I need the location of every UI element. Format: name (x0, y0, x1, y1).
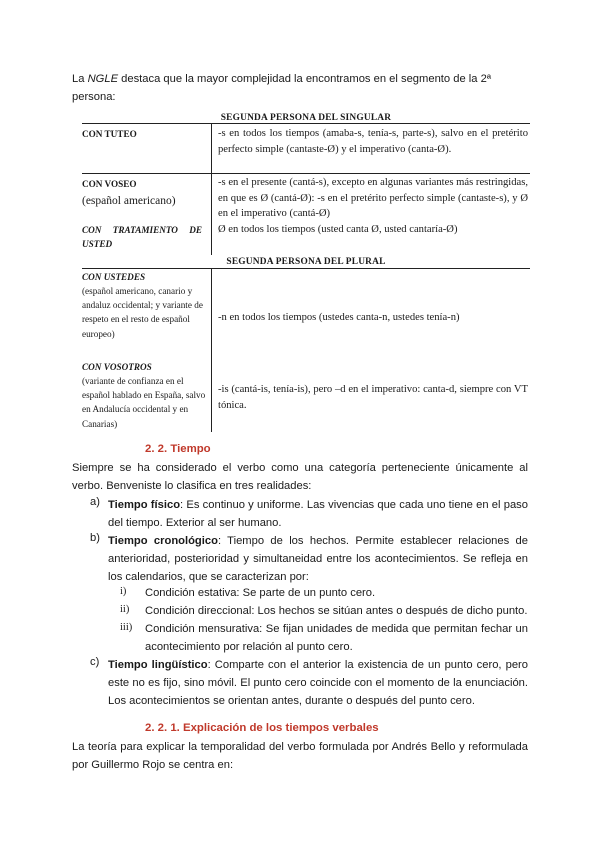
sublist-marker: iii) (120, 622, 133, 633)
sublist-item: Condición direccional: Los hechos se sitúan antes o después de dicho punto. (145, 605, 528, 617)
intro-text-pre: La (72, 73, 88, 85)
column-divider (211, 173, 212, 255)
explicacion-paragraph: La teoría para explicar la temporalidad del verbo formulada por Andrés Bello y reformulada por Guillermo Rojo se centra en: (72, 741, 528, 771)
row-description: -n en todos los tiempos (ustedes canta-n, ustedes tenía-n) (218, 312, 460, 323)
column-divider (211, 123, 212, 173)
list-marker: b) (90, 532, 100, 544)
intro-ngle: NGLE (87, 73, 119, 85)
row-label: CON TUTEO (82, 129, 137, 139)
list-marker: c) (90, 656, 100, 668)
row-note: (español americano) (82, 195, 176, 207)
table-rule (82, 173, 530, 174)
tiempo-paragraph: Siempre se ha considerado el verbo como una categoría perteneciente únicamente al verbo. Benveniste lo clasifica en tres realidades: (72, 462, 528, 492)
list-item-text: : Tiempo de los hechos. Permite establecer relaciones de anterioridad, posterioridad y simultaneidad entre los acontecimientos. Se refleja en los calendarios, que se caracterizan por: (108, 535, 528, 583)
plural-header: SEGUNDA PERSONA DEL PLURAL (226, 257, 386, 267)
row-note: (español americano, canario y andaluz occidental; y variante de respeto en el resto de español europeo) (82, 286, 203, 339)
row-label: CON TRATAMIENTO DE USTED (82, 225, 202, 250)
row-description: -s en todos los tiempos (amaba-s, tenía-s, parte-s), salvo en el pretérito perfecto simple (cantaste-Ø) y el imperativo (canta-Ø). (218, 128, 528, 155)
list-item-title: Tiempo cronológico (108, 535, 218, 547)
sublist-marker: ii) (120, 604, 130, 615)
row-label: CON VOSEO (82, 179, 137, 189)
list-item-title: Tiempo lingüístico (108, 659, 208, 671)
sublist-item: Condición mensurativa: Se fijan unidades de medida que permitan fechar un acontecimiento por relación al punto cero. (145, 623, 528, 653)
list-item-text: : Es continuo y uniforme. Las vivencias que cada uno tiene en el paso del tiempo. Exterior al ser humano. (108, 499, 528, 529)
list-item-tiempo-linguistico (108, 656, 528, 710)
sublist-item: Condición estativa: Se parte de un punto cero. (145, 587, 376, 599)
sublist-marker: i) (120, 586, 127, 597)
list-marker: a) (90, 496, 100, 508)
column-divider (211, 268, 212, 432)
row-note: (variante de confianza en el español hablado en España, salvo en Andalucía occidental y en Canarias) (82, 376, 206, 429)
row-description: -is (cantá-is, tenía-is), pero –d en el imperativo: canta-d, siempre con VT tónica. (218, 384, 528, 411)
intro-text-post: destaca que la mayor complejidad la encontramos en el segmento de la 2ª (118, 73, 491, 85)
intro-paragraph (72, 70, 528, 106)
section-heading-explicacion: 2. 2. 1. Explicación de los tiempos verbales (145, 722, 379, 734)
table-rule (82, 268, 530, 269)
row-label: CON VOSOTROS (82, 362, 152, 372)
list-item-text: : Comparte con el anterior la existencia de un punto cero, pero este no es fijo, sino móvil. El punto cero coincide con el momento de la enunciación. Los acontecimientos se orientan antes, durante o después del punto cero. (108, 659, 529, 707)
section-heading-tiempo: 2. 2. Tiempo (145, 443, 211, 455)
intro-line2: persona: (72, 91, 116, 103)
row-label: CON USTEDES (82, 272, 146, 282)
row-description: -s en el presente (cantá-s), excepto en algunas variantes más restringidas, en que es Ø (cantá-Ø): -s en el pretérito perfecto simple (cantaste-s), y Ø en el imperativo (cantá-Ø) (218, 177, 528, 219)
singular-header: SEGUNDA PERSONA DEL SINGULAR (220, 113, 392, 123)
list-item-tiempo-cronologico (108, 532, 528, 586)
table-rule (82, 123, 530, 124)
list-item-tiempo-fisico (108, 496, 528, 532)
row-description: Ø en todos los tiempos (usted canta Ø, usted cantaría-Ø) (218, 224, 458, 235)
list-item-title: Tiempo físico (108, 499, 181, 511)
